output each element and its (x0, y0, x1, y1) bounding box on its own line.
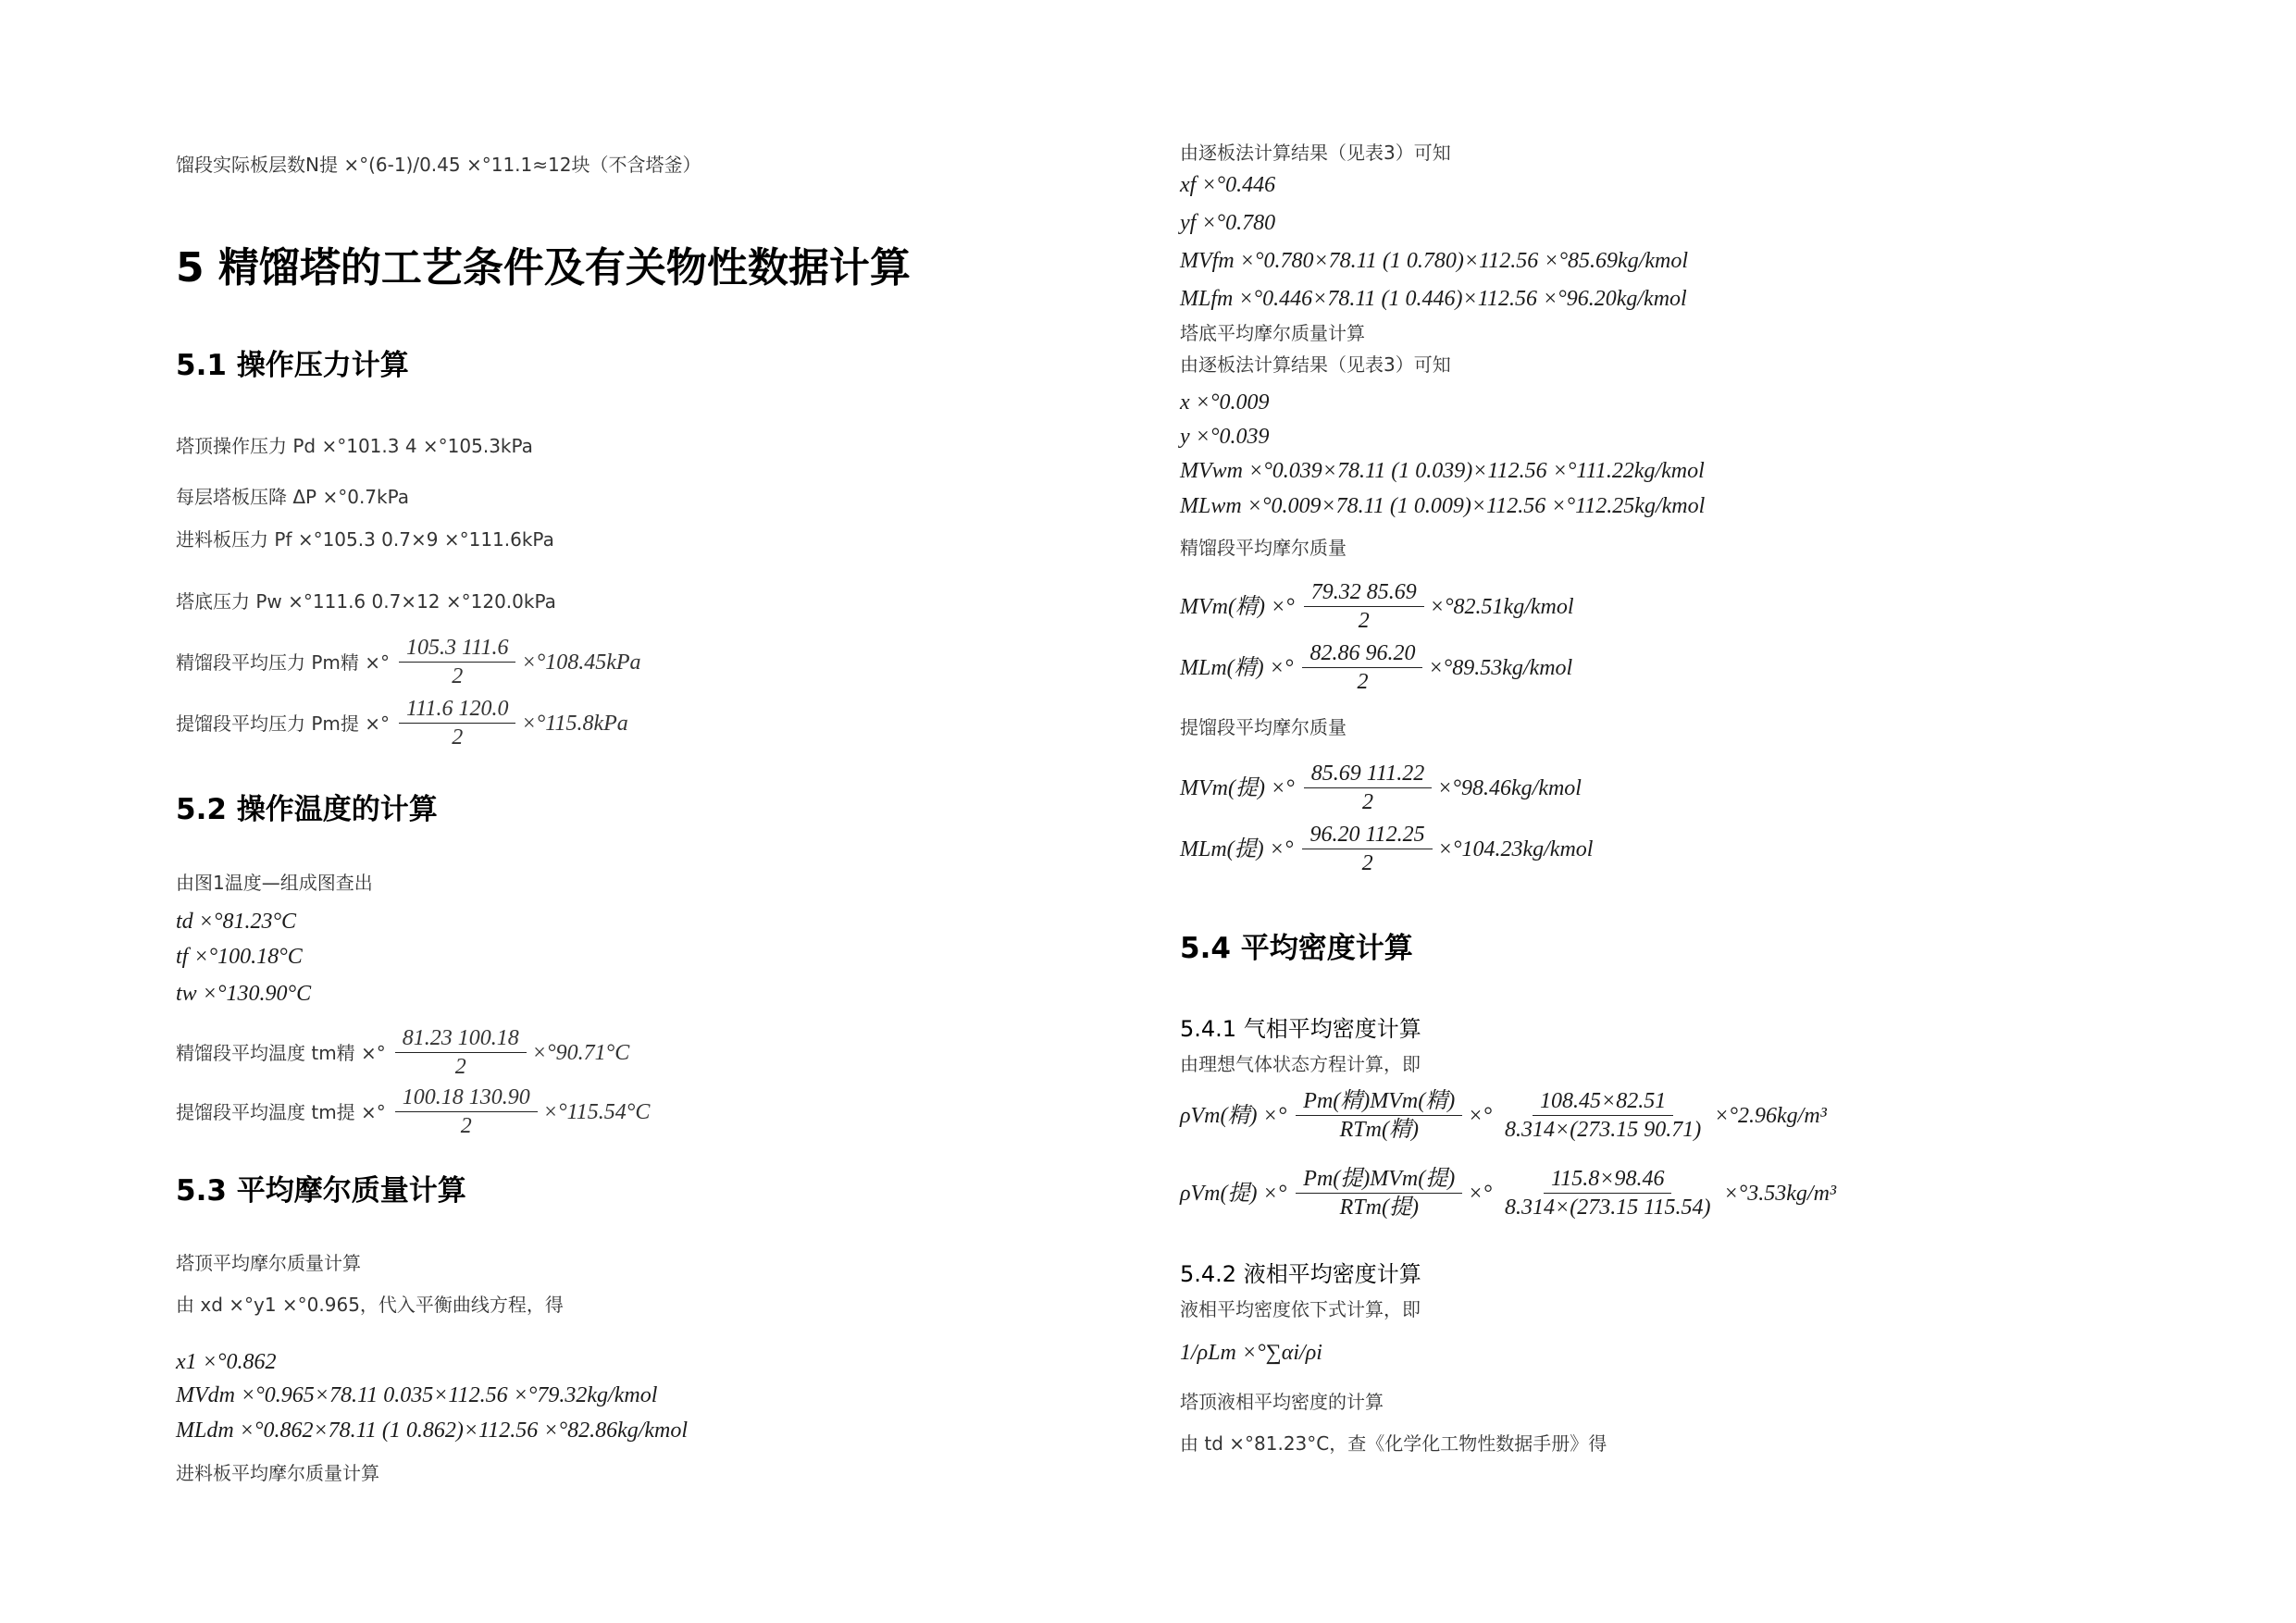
rect-vapor-density-result: ×°2.96kg/m³ (1714, 1103, 1827, 1128)
rect-vapor-density-line (1180, 1090, 1827, 1141)
fraction-numerator: 100.18 130.90 (395, 1086, 538, 1112)
fraction-numerator: Pm(精)MVm(精) (1296, 1090, 1462, 1116)
top-composition-line: 由 xd ×°y1 ×°0.965，代入平衡曲线方程，得 (176, 1294, 564, 1316)
rect-liquid-avg-molar-mass-line (1180, 642, 1572, 693)
fraction-denominator: 2 (1358, 609, 1370, 633)
section-5-1-heading: 5.1 操作压力计算 (176, 349, 409, 382)
fraction-denominator: 2 (452, 725, 464, 750)
top-pressure-line: 塔顶操作压力 Pd ×°101.3 4 ×°105.3kPa (176, 435, 533, 457)
fraction-denominator: RTm(精) (1339, 1118, 1419, 1142)
fraction-denominator: 2 (1361, 851, 1373, 875)
fraction-denominator: 2 (1357, 670, 1369, 694)
rect-avg-temp-result: ×°90.71°C (531, 1040, 630, 1065)
strip-vapor-avg-fraction (1304, 762, 1432, 813)
strip-avg-pressure-label: 提馏段平均压力 Pm提 ×° (176, 712, 391, 735)
strip-vapor-density-numeric-fraction (1497, 1168, 1718, 1219)
top-temperature-line: td ×°81.23°C (176, 910, 297, 934)
feed-source-line: 由逐板法计算结果（见表3）可知 (1180, 142, 1451, 164)
strip-avg-molar-mass-title: 提馏段平均摩尔质量 (1180, 716, 1347, 738)
rect-vapor-density-numeric-fraction (1497, 1090, 1708, 1141)
temperature-source-line: 由图1温度—组成图查出 (176, 872, 373, 894)
rect-vapor-density-label: ρVm(精) ×° (1180, 1103, 1287, 1128)
top-liquid-molar-mass-line: MLdm ×°0.862×78.11 (1 0.862)×112.56 ×°82.86kg/kmol (176, 1419, 689, 1443)
top-liquid-density-condition: 由 td ×°81.23°C，查《化学化工物性数据手册》得 (1180, 1432, 1607, 1455)
strip-liquid-avg-fraction (1302, 824, 1432, 874)
rect-vapor-avg-result: ×°82.51kg/kmol (1429, 594, 1574, 619)
fraction-numerator: 85.69 111.22 (1304, 762, 1432, 788)
strip-avg-pressure-result: ×°115.8kPa (521, 711, 628, 736)
strip-vapor-density-line (1180, 1168, 1836, 1219)
strip-avg-temp-line (176, 1086, 650, 1137)
section-5-4-1-heading: 5.4.1 气相平均密度计算 (1180, 1016, 1421, 1042)
fraction-numerator: 105.3 111.6 (399, 637, 515, 663)
xw-line: x ×°0.009 (1180, 390, 1270, 415)
rect-avg-pressure-fraction (399, 637, 515, 688)
strip-avg-pressure-line (176, 698, 628, 749)
fraction-numerator: 81.23 100.18 (395, 1027, 527, 1053)
top-vapor-molar-mass-line: MVdm ×°0.965×78.11 0.035×112.56 ×°79.32kg/kmol (176, 1383, 658, 1407)
strip-avg-temp-fraction (395, 1086, 538, 1137)
liquid-density-formula: 1/ρLm ×°∑αi/ρi (1180, 1341, 1322, 1365)
rect-vapor-avg-fraction (1304, 581, 1424, 632)
fraction-numerator: Pm(提)MVm(提) (1296, 1168, 1462, 1194)
bottom-temperature-line: tw ×°130.90°C (176, 982, 312, 1006)
strip-vapor-avg-molar-mass-line (1180, 762, 1582, 813)
liquid-density-source-line: 液相平均密度依下式计算，即 (1180, 1298, 1421, 1320)
rect-avg-pressure-line (176, 637, 641, 688)
strip-avg-temp-result: ×°115.54°C (542, 1099, 651, 1124)
yf-line: yf ×°0.780 (1180, 211, 1276, 235)
section-5-heading: 5 精馏塔的工艺条件及有关物性数据计算 (176, 244, 911, 291)
fraction-numerator: 115.8×98.46 (1544, 1168, 1671, 1194)
x1-line: x1 ×°0.862 (176, 1350, 277, 1374)
rect-avg-pressure-result: ×°108.45kPa (521, 650, 641, 675)
xf-line: xf ×°0.446 (1180, 173, 1276, 197)
rect-vapor-avg-molar-mass-line (1180, 581, 1574, 632)
rect-liquid-avg-fraction (1302, 642, 1422, 693)
fraction-denominator: 8.314×(273.15 90.71) (1505, 1118, 1702, 1142)
fraction-denominator: 2 (460, 1114, 472, 1138)
feed-temperature-line: tf ×°100.18°C (176, 945, 303, 969)
rect-liquid-avg-result: ×°89.53kg/kmol (1428, 655, 1573, 680)
top-molar-mass-title: 塔顶平均摩尔质量计算 (176, 1252, 361, 1274)
fraction-denominator: 2 (1361, 790, 1373, 814)
rect-vapor-density-symbolic-fraction (1296, 1090, 1462, 1141)
bottom-molar-mass-title: 塔底平均摩尔质量计算 (1180, 322, 1365, 344)
strip-avg-pressure-fraction (399, 698, 515, 749)
rect-avg-molar-mass-title: 精馏段平均摩尔质量 (1180, 537, 1347, 559)
strip-vapor-density-label: ρVm(提) ×° (1180, 1181, 1287, 1206)
gas-density-source-line: 由理想气体状态方程计算，即 (1180, 1053, 1421, 1075)
bottom-vapor-molar-mass-line: MVwm ×°0.039×78.11 (1 0.039)×112.56 ×°111.22kg/kmol (1180, 459, 1705, 483)
strip-vapor-density-symbolic-fraction (1296, 1168, 1462, 1219)
rect-avg-pressure-label: 精馏段平均压力 Pm精 ×° (176, 650, 391, 674)
strip-liquid-avg-result: ×°104.23kg/kmol (1437, 836, 1594, 861)
section-5-4-heading: 5.4 平均密度计算 (1180, 932, 1413, 965)
strip-vapor-avg-label: MVm(提) ×° (1180, 775, 1295, 800)
stripping-tray-count-line: 馏段实际板层数N提 ×°(6-1)/0.45 ×°11.1≈12块（不含塔釜） (176, 154, 701, 176)
bottom-pressure-line: 塔底压力 Pw ×°111.6 0.7×12 ×°120.0kPa (176, 590, 556, 613)
rect-avg-temp-label: 精馏段平均温度 tm精 ×° (176, 1041, 386, 1064)
fraction-denominator: 2 (454, 1055, 466, 1079)
rect-avg-temp-line (176, 1027, 629, 1078)
section-5-2-heading: 5.2 操作温度的计算 (176, 793, 438, 826)
strip-vapor-density-equals: ×° (1468, 1181, 1493, 1206)
strip-vapor-avg-result: ×°98.46kg/kmol (1437, 775, 1582, 800)
feed-vapor-molar-mass-line: MVfm ×°0.780×78.11 (1 0.780)×112.56 ×°85.69kg/kmol (1180, 249, 1689, 273)
rect-avg-temp-fraction (395, 1027, 527, 1078)
top-liquid-density-title: 塔顶液相平均密度的计算 (1180, 1391, 1384, 1413)
bottom-liquid-molar-mass-line: MLwm ×°0.009×78.11 (1 0.009)×112.56 ×°112.25kg/kmol (1180, 494, 1706, 518)
fraction-numerator: 82.86 96.20 (1302, 642, 1422, 668)
pressure-drop-line: 每层塔板压降 ΔP ×°0.7kPa (176, 486, 410, 508)
strip-avg-temp-label: 提馏段平均温度 tm提 ×° (176, 1100, 386, 1123)
strip-liquid-avg-label: MLm(提) ×° (1180, 836, 1294, 861)
fraction-numerator: 111.6 120.0 (399, 698, 515, 724)
feed-pressure-line: 进料板压力 Pf ×°105.3 0.7×9 ×°111.6kPa (176, 528, 554, 551)
rect-liquid-avg-label: MLm(精) ×° (1180, 655, 1294, 680)
fraction-numerator: 96.20 112.25 (1302, 824, 1432, 849)
section-5-4-2-heading: 5.4.2 液相平均密度计算 (1180, 1261, 1421, 1287)
feed-liquid-molar-mass-line: MLfm ×°0.446×78.11 (1 0.446)×112.56 ×°96.20kg/kmol (1180, 287, 1687, 311)
fraction-numerator: 108.45×82.51 (1533, 1090, 1673, 1116)
fraction-denominator: 2 (452, 664, 464, 688)
rect-vapor-density-equals: ×° (1468, 1103, 1493, 1128)
fraction-denominator: RTm(提) (1339, 1196, 1419, 1220)
yw-line: y ×°0.039 (1180, 425, 1270, 449)
feed-molar-mass-title: 进料板平均摩尔质量计算 (176, 1462, 379, 1484)
section-5-3-heading: 5.3 平均摩尔质量计算 (176, 1174, 466, 1208)
bottom-source-line: 由逐板法计算结果（见表3）可知 (1180, 353, 1451, 376)
strip-liquid-avg-molar-mass-line (1180, 824, 1593, 874)
strip-vapor-density-result: ×°3.53kg/m³ (1723, 1181, 1837, 1206)
rect-vapor-avg-label: MVm(精) ×° (1180, 594, 1295, 619)
fraction-denominator: 8.314×(273.15 115.54) (1505, 1196, 1711, 1220)
fraction-numerator: 79.32 85.69 (1304, 581, 1424, 607)
